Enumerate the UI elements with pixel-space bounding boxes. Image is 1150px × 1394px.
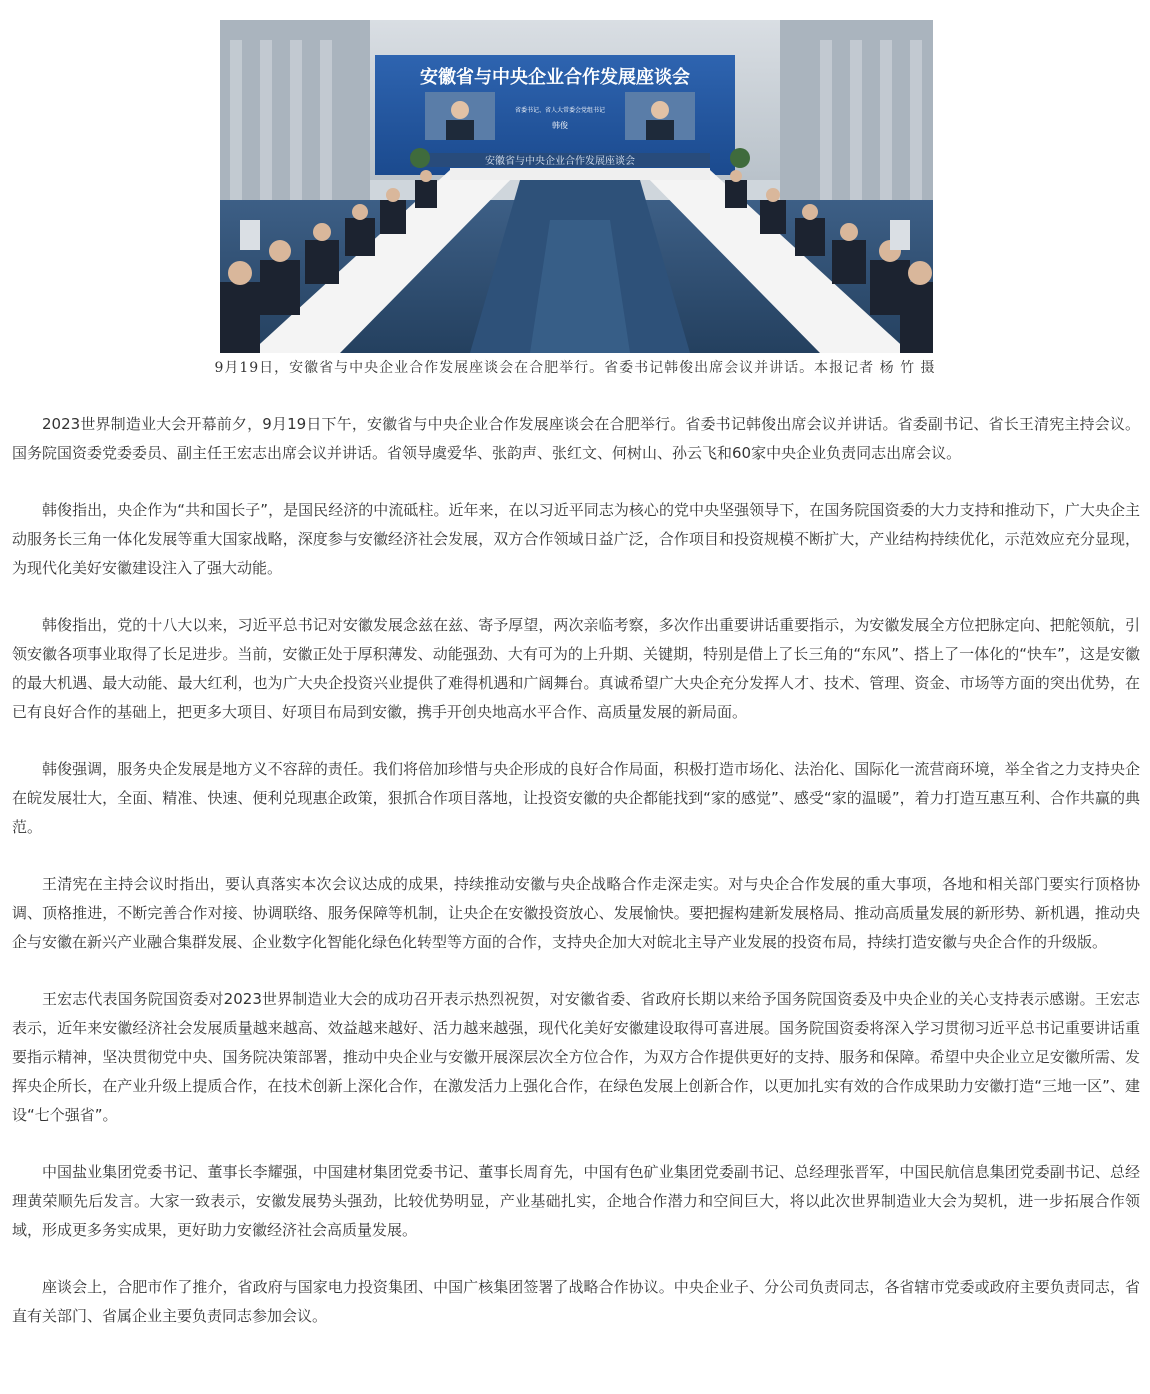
article-paragraph-6: 王宏志代表国务院国资委对2023世界制造业大会的成功召开表示热烈祝贺，对安徽省委、省政府长期以来给予国务院国资委及中央企业的关心支持表示感谢。王宏志表示，近年来安徽经济社会发展质量越来越高、效益越来越好、活力越来越强，现代化美好安徽建设取得可喜进展。国务院国资委将深入学习贯彻习近平总书记重要讲话重要指示精神，坚决贯彻党中央、国务院决策部署，推动中央企业与安徽开展深层次全方位合作，为双方合作提供更好的支持、服务和保障。希望中央企业立足安徽所需、发挥央企所长，在产业升级上提质合作，在技术创新上深化合作，在激发活力上强化合作，在绿色发展上创新合作，以更加扎实有效的合作成果助力安徽打造“三地一区”、建设“七个强省”。 (12, 990, 1140, 1124)
meeting-photo-illustration (220, 20, 933, 353)
screen-speaker-text: 韩俊 (552, 121, 568, 130)
photo-caption: 9月19日，安徽省与中央企业合作发展座谈会在合肥举行。省委书记韩俊出席会议并讲话。本报记者 杨 竹 摄 (214, 360, 936, 376)
article-paragraph-1: 2023世界制造业大会开幕前夕，9月19日下午，安徽省与中央企业合作发展座谈会在合肥举行。省委书记韩俊出席会议并讲话。省委副书记、省长王清宪主持会议。国务院国资委党委委员、副主任王宏志出席会议并讲话。省领导虞爱华、张韵声、张红文、何树山、孙云飞和60家中央企业负责同志出席会议。 (12, 415, 1140, 462)
table-banner-text: 安徽省与中央企业合作发展座谈会 (485, 156, 635, 167)
screen-subtitle-text: 省委书记、省人大常委会党组书记 (514, 107, 606, 114)
article-paragraph-4: 韩俊强调，服务央企发展是地方义不容辞的责任。我们将倍加珍惜与央企形成的良好合作局面，积极打造市场化、法治化、国际化一流营商环境，举全省之力支持央企在皖发展壮大，全面、精准、快速、便利兑现惠企政策，狠抓合作项目落地，让投资安徽的央企都能找到“家的感觉”、感受“家的温暖”，着力打造互惠互利、合作共赢的典范。 (12, 760, 1140, 836)
screen-title-text: 安徽省与中央企业合作发展座谈会 (420, 67, 690, 88)
article-paragraph-5: 王清宪在主持会议时指出，要认真落实本次会议达成的成果，持续推动安徽与央企战略合作走深走实。对与央企合作发展的重大事项，各地和相关部门要实行顶格协调、顶格推进，不断完善合作对接、协调联络、服务保障等机制，让央企在安徽投资放心、发展愉快。要把握构建新发展格局、推动高质量发展的新形势、新机遇，推动央企与安徽在新兴产业融合集群发展、企业数字化智能化绿色化转型等方面的合作，支持央企加大对皖北主导产业发展的投资布局，持续打造安徽与央企合作的升级版。 (12, 875, 1140, 951)
article-paragraph-3: 韩俊指出，党的十八大以来，习近平总书记对安徽发展念兹在兹、寄予厚望，两次亲临考察，多次作出重要讲话重要指示，为安徽发展全方位把脉定向、把舵领航，引领安徽各项事业取得了长足进步。当前，安徽正处于厚积薄发、动能强劲、大有可为的上升期、关键期，特别是借上了长三角的“东风”、搭上了一体化的“快车”，这是安徽的最大机遇、最大动能、最大红利，也为广大央企投资兴业提供了难得机遇和广阔舞台。真诚希望广大央企充分发挥人才、技术、管理、资金、市场等方面的突出优势，在已有良好合作的基础上，把更多大项目、好项目布局到安徽，携手开创央地高水平合作、高质量发展的新局面。 (12, 616, 1140, 721)
article-paragraph-7: 中国盐业集团党委书记、董事长李耀强，中国建材集团党委书记、董事长周育先，中国有色矿业集团党委副书记、总经理张晋军，中国民航信息集团党委副书记、总经理黄荣顺先后发言。大家一致表示，安徽发展势头强劲，比较优势明显，产业基础扎实，企地合作潜力和空间巨大，将以此次世界制造业大会为契机，进一步拓展合作领域，形成更多务实成果，更好助力安徽经济社会高质量发展。 (12, 1163, 1140, 1239)
article-paragraph-2: 韩俊指出，央企作为“共和国长子”，是国民经济的中流砥柱。近年来，在以习近平同志为核心的党中央坚强领导下，在国务院国资委的大力支持和推动下，广大央企主动服务长三角一体化发展等重大国家战略，深度参与安徽经济社会发展，双方合作领域日益广泛，合作项目和投资规模不断扩大，产业结构持续优化，示范效应充分显现，为现代化美好安徽建设注入了强大动能。 (12, 501, 1140, 577)
meeting-photo (220, 20, 933, 353)
article-paragraph-8: 座谈会上，合肥市作了推介，省政府与国家电力投资集团、中国广核集团签署了战略合作协议。中央企业子、分公司负责同志，各省辖市党委或政府主要负责同志，省直有关部门、省属企业主要负责同志参加会议。 (12, 1278, 1140, 1325)
article-body (12, 410, 1140, 1359)
